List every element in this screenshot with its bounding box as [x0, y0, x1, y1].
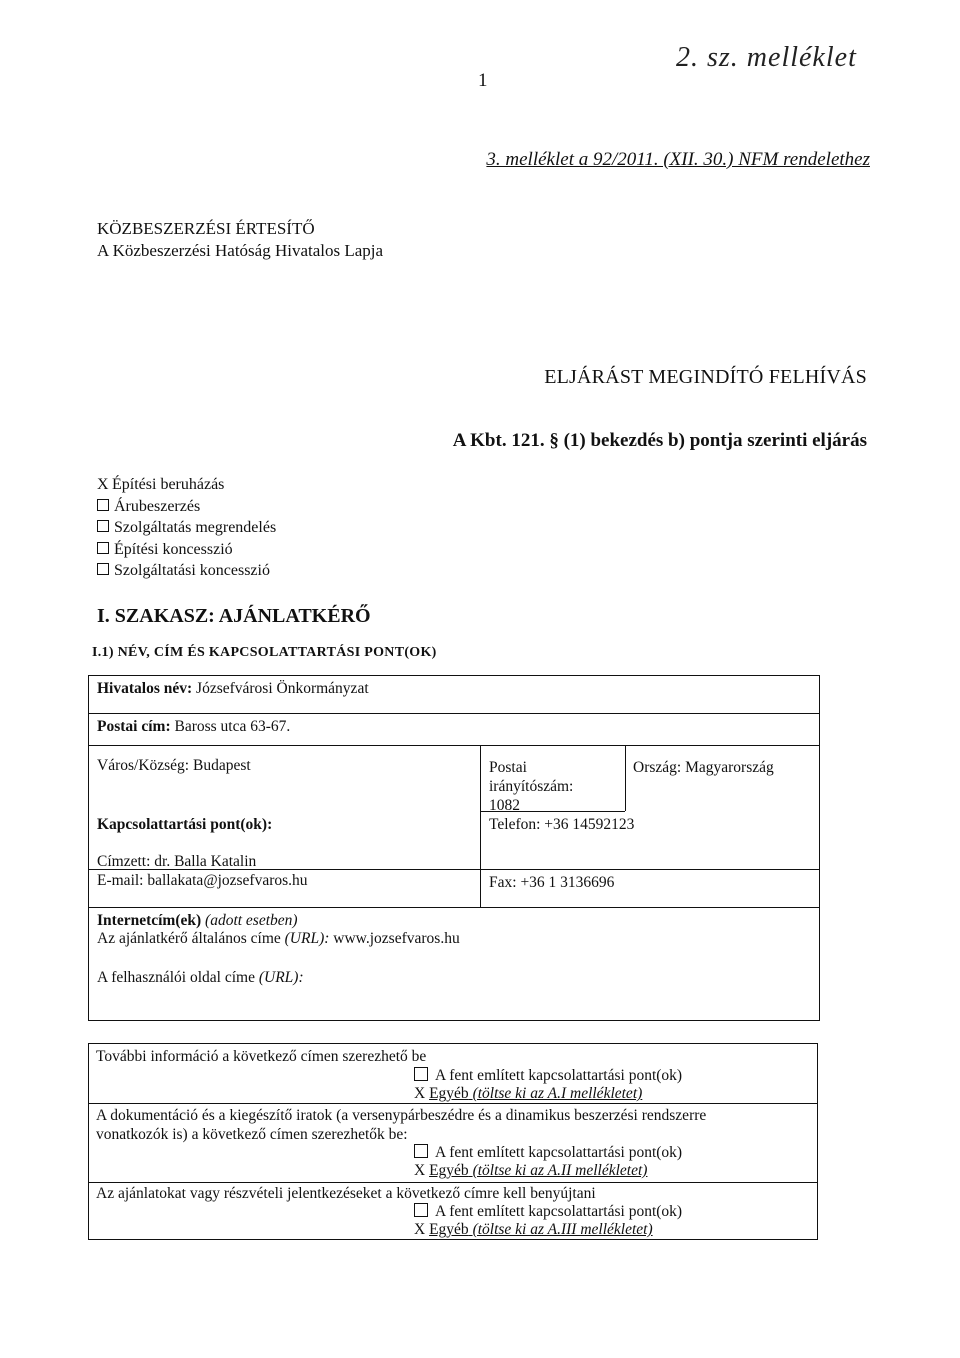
annex-reference: 3. melléklet a 92/2011. (XII. 30.) NFM rendelethez [486, 149, 870, 170]
submission-option: A fent említett kapcsolattartási pont(ok) [414, 1202, 682, 1221]
recipient: Címzett: dr. Balla Katalin [97, 853, 257, 870]
contract-type-item [97, 517, 276, 539]
checkbox-icon [97, 563, 109, 575]
column-divider [480, 745, 481, 907]
fax-value: +36 1 3136696 [520, 874, 615, 891]
postal-address: Postai cím: Baross utca 63-67. [97, 718, 291, 735]
buyer-profile-url: A felhasználói oldal címe (URL): [97, 969, 304, 986]
contract-type-item [97, 474, 276, 496]
checkbox-icon [97, 542, 109, 554]
row-divider [88, 869, 480, 870]
city-value: Budapest [193, 757, 251, 774]
country: Ország: Magyarország [633, 759, 774, 776]
contract-type-item [97, 496, 276, 518]
bulletin-header [97, 218, 383, 262]
bulletin-subtitle: A Közbeszerzési Hatóság Hivatalos Lapja [97, 241, 384, 260]
fax: Fax: +36 1 3136696 [489, 874, 615, 891]
postal-address-value: Baross utca 63-67. [174, 718, 291, 735]
section-title: I. SZAKASZ: AJÁNLATKÉRŐ [97, 605, 371, 627]
country-value: Magyarország [685, 759, 774, 776]
contract-type-label: Építési beruházás [112, 476, 225, 493]
documentation-option: X Egyéb (töltse ki az A.II mellékletet) [414, 1162, 648, 1179]
handwritten-note: 2. sz. melléklet [676, 42, 857, 73]
checked-mark: X [97, 476, 109, 493]
subsection-title: I.1) NÉV, CÍM ÉS KAPCSOLATTARTÁSI PONT(OK) [92, 645, 437, 660]
documentation-title: A dokumentáció és a kiegészítő iratok (a versenypárbeszédre és a dinamikus beszerzési rendszerre vonatkozók is) a következő címen szerezhetők be: [96, 1107, 707, 1143]
contract-type-label: Szolgáltatási koncesszió [114, 562, 270, 579]
contract-type-label: Árubeszerzés [114, 497, 201, 515]
contract-type-list [97, 474, 276, 582]
procedure-type: A Kbt. 121. § (1) bekezdés b) pontja szerinti eljárás [452, 430, 867, 451]
phone-value: +36 14592123 [544, 816, 635, 833]
contract-type-item [97, 539, 276, 561]
email: E-mail: ballakata@jozsefvaros.hu [97, 872, 308, 889]
checkbox-icon [414, 1144, 428, 1158]
contact-points-label: Kapcsolattartási pont(ok): [97, 816, 273, 833]
further-info-option: A fent említett kapcsolattartási pont(ok) [414, 1066, 682, 1085]
further-info-option: X Egyéb (töltse ki az A.I mellékletet) [414, 1085, 643, 1102]
postal-code [489, 758, 573, 815]
row-divider [88, 713, 820, 714]
postal-code-label-2: irányítószám: [489, 778, 574, 795]
bulletin-title: KÖZBESZERZÉSI ÉRTESÍTŐ [97, 219, 315, 238]
contract-type-label: Szolgáltatás megrendelés [114, 519, 277, 536]
notice-title: ELJÁRÁST MEGINDÍTÓ FELHÍVÁS [544, 366, 867, 388]
submission-option: X Egyéb (töltse ki az A.III mellékletet) [414, 1221, 653, 1238]
internet-note: (adott esetben) [205, 912, 298, 929]
contract-type-label: Építési koncesszió [114, 540, 233, 558]
submission-title: Az ajánlatokat vagy részvételi jelentkezéseket a következő címre kell benyújtani [96, 1185, 596, 1202]
official-name: Hivatalos név: Józsefvárosi Önkormányzat [97, 680, 369, 697]
postal-code-value: 1082 [489, 797, 520, 814]
checkbox-icon [414, 1067, 428, 1081]
general-url-value[interactable]: www.jozsefvaros.hu [333, 930, 460, 947]
row-divider [88, 1182, 818, 1183]
column-divider [625, 745, 626, 811]
further-info-title: További információ a következő címen szerezhető be [96, 1048, 427, 1065]
row-divider [88, 1103, 818, 1104]
general-url: Az ajánlatkérő általános címe (URL): www.jozsefvaros.hu [97, 930, 460, 947]
postal-code-label: Postai [489, 759, 527, 776]
row-divider [88, 907, 820, 908]
checkbox-icon [97, 499, 109, 511]
contract-type-item [97, 560, 276, 582]
checkbox-icon [97, 520, 109, 532]
row-divider [88, 745, 820, 746]
phone: Telefon: +36 14592123 [489, 816, 635, 833]
recipient-value: dr. Balla Katalin [154, 853, 257, 870]
row-divider [480, 869, 820, 870]
internet-heading: Internetcím(ek) (adott esetben) [97, 912, 298, 929]
documentation-option: A fent említett kapcsolattartási pont(ok) [414, 1143, 682, 1162]
city: Város/Község: Budapest [97, 757, 251, 774]
checkbox-icon [414, 1203, 428, 1217]
official-name-value: Józsefvárosi Önkormányzat [196, 680, 369, 697]
email-value[interactable]: ballakata@jozsefvaros.hu [147, 872, 308, 889]
page-number: 1 [478, 70, 488, 91]
